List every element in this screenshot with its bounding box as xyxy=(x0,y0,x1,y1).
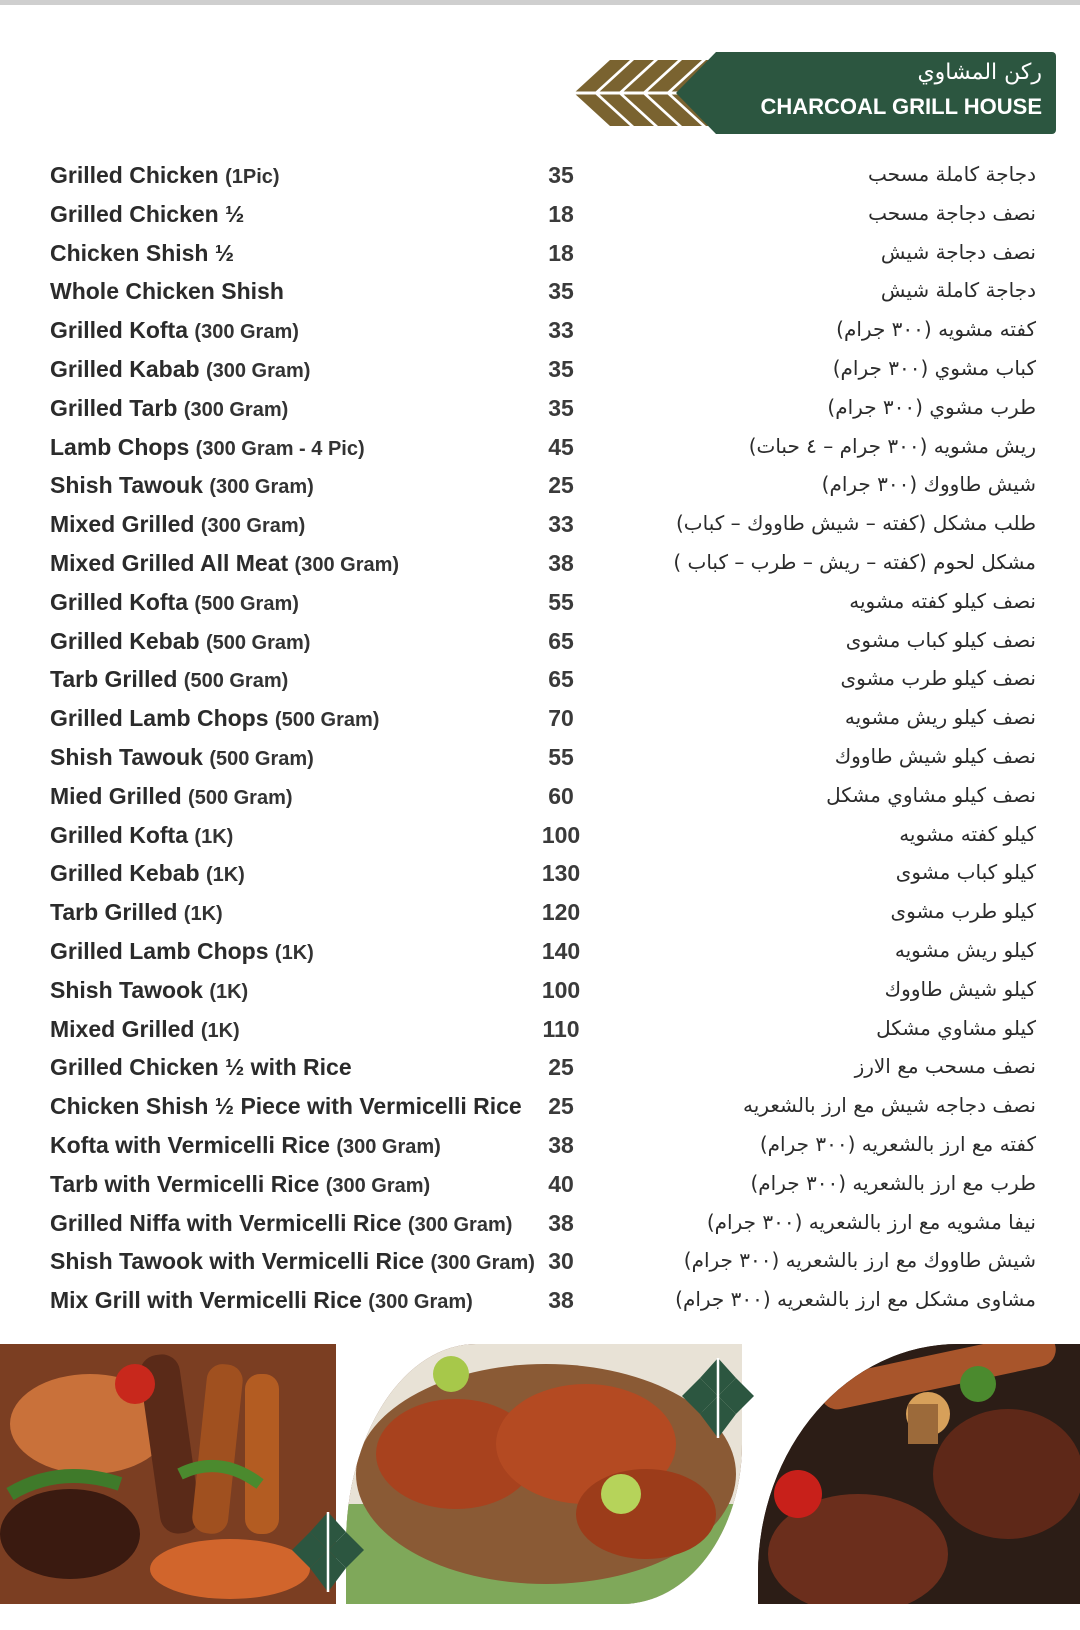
item-price: 18 xyxy=(548,239,574,266)
item-quantity: (300 Gram) xyxy=(200,515,306,538)
item-quantity: (300 Gram) xyxy=(209,476,314,499)
item-price: 110 xyxy=(542,1015,580,1042)
food-photo-steak-skewers xyxy=(758,1344,1080,1604)
item-name-ar: كباب مشوي (٣٠٠ جرام) xyxy=(832,355,1036,380)
item-name-en xyxy=(50,977,248,1004)
food-photo-mixed-grill xyxy=(0,1344,336,1604)
item-quantity: (500 Gram) xyxy=(209,747,314,770)
item-name-en xyxy=(50,783,293,810)
item-quantity: (300 Gram) xyxy=(407,1213,513,1236)
menu-item xyxy=(0,1283,1080,1322)
item-name-ar: دجاجة كاملة مسحب xyxy=(868,162,1036,186)
item-name-en xyxy=(50,434,365,461)
item-name-ar: طرب مشوي (٣٠٠ جرام) xyxy=(827,394,1036,419)
item-name: Grilled Chicken ½ with Rice xyxy=(50,1054,352,1081)
item-name-ar: كيلو كفته مشويه xyxy=(899,821,1036,846)
item-name: Grilled Kofta xyxy=(50,317,189,344)
item-price: 100 xyxy=(541,976,581,1003)
item-quantity: (1Pic) xyxy=(225,166,280,188)
item-name: Grilled Kofta xyxy=(50,821,189,848)
item-name: Whole Chicken Shish xyxy=(50,278,284,305)
item-quantity: (1K) xyxy=(209,980,249,1003)
item-name: Shish Tawouk xyxy=(50,472,203,499)
item-name-en xyxy=(50,899,223,926)
item-quantity: (500 Gram) xyxy=(274,709,380,732)
menu-item xyxy=(0,468,1080,507)
item-price: 35 xyxy=(548,355,574,382)
item-name-en xyxy=(50,1132,441,1159)
item-price: 25 xyxy=(548,472,574,499)
item-name-ar: ريش مشويه (٣٠٠ جرام – ٤ حبات) xyxy=(748,433,1036,458)
item-name-ar: طلب مشكل (كفته – شيش طاووك – كباب) xyxy=(675,511,1036,536)
item-name-ar: كيلو كباب مشوى xyxy=(895,860,1036,885)
item-name-ar: كيلو مشاوي مشكل xyxy=(876,1015,1036,1040)
item-price: 60 xyxy=(548,782,574,809)
item-name-en xyxy=(50,589,299,616)
item-name-ar: نصف كيلو مشاوي مشكل xyxy=(826,782,1036,807)
item-price: 45 xyxy=(548,433,574,460)
menu-item xyxy=(0,740,1080,779)
item-quantity: (1K) xyxy=(194,825,234,848)
item-name-en xyxy=(50,1016,240,1043)
menu-item xyxy=(0,236,1080,275)
item-name-en xyxy=(50,1093,522,1120)
item-price: 33 xyxy=(548,511,574,538)
item-quantity: (300 Gram) xyxy=(294,553,400,576)
item-name: Lamb Chops xyxy=(50,433,190,460)
header-title-en: CHARCOAL GRILL HOUSE xyxy=(760,94,1042,119)
menu-item xyxy=(0,313,1080,352)
item-name-ar: نصف كيلو كفته مشويه xyxy=(849,588,1036,613)
item-name: Shish Tawook xyxy=(50,976,203,1003)
item-name: Mixed Grilled xyxy=(50,1015,195,1042)
item-name: Shish Tawook with Vermicelli Rice xyxy=(50,1248,425,1275)
item-name-ar: نصف دجاجة شيش xyxy=(880,239,1036,264)
item-quantity: (300 Gram) xyxy=(336,1135,441,1158)
item-name-en xyxy=(50,240,234,267)
item-name: Shish Tawouk xyxy=(50,743,203,770)
item-quantity: (300 Gram) xyxy=(205,359,311,382)
item-name-en xyxy=(50,705,379,732)
menu-item xyxy=(0,352,1080,391)
item-name-ar: طرب مع ارز بالشعريه (٣٠٠ جرام) xyxy=(750,1170,1036,1195)
item-name-en xyxy=(50,395,288,422)
item-name-en xyxy=(50,822,233,849)
item-name: Grilled Lamb Chops xyxy=(50,937,269,964)
item-price: 35 xyxy=(548,394,574,421)
menu-item xyxy=(0,895,1080,934)
item-name-ar: نصف مسحب مع الارز xyxy=(854,1054,1036,1079)
item-name: Grilled Lamb Chops xyxy=(50,705,269,732)
item-name-ar: نصف كيلو ريش مشويه xyxy=(844,705,1036,730)
item-name-en xyxy=(50,1287,473,1314)
item-name-ar: مشكل لحوم (كفته – ريش – طرب – كباب ) xyxy=(673,549,1036,574)
menu-item xyxy=(0,624,1080,663)
item-price: 18 xyxy=(548,200,574,227)
section-header xyxy=(568,52,1080,134)
item-name-ar: شيش طاووك (٣٠٠ جرام) xyxy=(821,472,1036,497)
menu-item xyxy=(0,934,1080,973)
item-name-ar: كيلو شيش طاووك xyxy=(884,976,1036,1001)
item-name-en xyxy=(50,201,244,228)
item-quantity: (300 Gram) xyxy=(368,1291,473,1314)
item-name: Mix Grill with Vermicelli Rice xyxy=(50,1287,362,1314)
menu-item xyxy=(0,1128,1080,1167)
item-price: 25 xyxy=(548,1093,574,1120)
item-name-en xyxy=(50,1248,535,1275)
item-price: 38 xyxy=(548,549,574,576)
menu-list xyxy=(0,158,1080,1322)
item-name-ar: نصف كيلو شيش طاووك xyxy=(834,743,1036,768)
item-name: Tarb Grilled xyxy=(50,666,178,693)
item-name: Mixed Grilled All Meat xyxy=(50,549,289,576)
menu-item xyxy=(0,158,1080,197)
menu-item xyxy=(0,430,1080,469)
item-name-ar: كيلو طرب مشوى xyxy=(890,899,1036,924)
item-name: Grilled Kebab xyxy=(50,860,200,887)
item-name-en xyxy=(50,666,288,693)
menu-item xyxy=(0,1089,1080,1128)
item-name-ar: نيفا مشويه مع ارز بالشعريه (٣٠٠ جرام) xyxy=(706,1209,1036,1234)
item-price: 65 xyxy=(548,627,574,654)
item-name: Grilled Chicken xyxy=(50,162,219,188)
item-name: Tarb Grilled xyxy=(50,899,178,926)
menu-item xyxy=(0,507,1080,546)
item-quantity: (500 Gram) xyxy=(188,786,293,809)
item-price: 70 xyxy=(548,705,574,732)
leaf-emblem-icon xyxy=(680,1356,756,1440)
item-price: 38 xyxy=(548,1287,574,1314)
item-name-ar: شيش طاووك مع ارز بالشعريه (٣٠٠ جرام) xyxy=(683,1248,1036,1273)
item-price: 38 xyxy=(548,1131,574,1158)
leaf-emblem-icon xyxy=(290,1510,366,1594)
menu-item xyxy=(0,818,1080,857)
item-quantity: (300 Gram) xyxy=(183,398,289,421)
item-name-ar: كفته مشويه (٣٠٠ جرام) xyxy=(836,317,1036,342)
item-price: 130 xyxy=(541,860,581,887)
item-name-en xyxy=(50,1210,512,1237)
item-quantity: (1K) xyxy=(200,1019,240,1042)
item-name: Grilled Tarb xyxy=(50,394,178,421)
item-name-en xyxy=(50,162,280,189)
item-name-en xyxy=(50,1171,430,1198)
menu-item xyxy=(0,1167,1080,1206)
item-name: Tarb with Vermicelli Rice xyxy=(50,1170,320,1197)
item-quantity: (1K) xyxy=(205,864,245,887)
item-quantity: (500 Gram) xyxy=(205,631,311,654)
menu-item xyxy=(0,856,1080,895)
item-name: Chicken Shish ½ xyxy=(50,239,235,266)
item-name: Kofta with Vermicelli Rice xyxy=(50,1131,330,1158)
item-name-en xyxy=(50,550,399,577)
menu-item xyxy=(0,779,1080,818)
item-quantity: (1K) xyxy=(274,941,314,964)
top-rule xyxy=(0,0,1080,5)
item-name: Grilled Kebab xyxy=(50,627,200,654)
item-name-ar: نصف دجاجه شيش مع ارز بالشعريه xyxy=(743,1093,1036,1118)
item-price: 55 xyxy=(548,743,574,770)
item-name-en xyxy=(50,628,310,655)
item-price: 38 xyxy=(548,1209,574,1236)
menu-item xyxy=(0,1244,1080,1283)
item-quantity: (500 Gram) xyxy=(194,592,299,615)
item-quantity: (300 Gram) xyxy=(194,321,299,344)
item-name-en xyxy=(50,472,314,499)
item-name-ar: دجاجة كاملة شيش xyxy=(880,278,1036,303)
item-name-ar: كفته مع ارز بالشعريه (٣٠٠ جرام) xyxy=(759,1131,1036,1156)
menu-item xyxy=(0,391,1080,430)
item-name-en xyxy=(50,1054,352,1081)
item-name-en xyxy=(50,356,310,383)
item-name-en xyxy=(50,744,314,771)
header-title-ar: ركن المشاوي xyxy=(917,60,1042,85)
item-quantity: (300 Gram) xyxy=(430,1252,535,1275)
item-name: Chicken Shish ½ Piece with Vermicelli Rice xyxy=(50,1093,522,1120)
item-quantity: (300 Gram) xyxy=(325,1174,431,1197)
menu-item xyxy=(0,1012,1080,1051)
item-name-en xyxy=(50,860,245,887)
item-name-ar: نصف كيلو كباب مشوى xyxy=(845,627,1036,652)
menu-item xyxy=(0,546,1080,585)
menu-item xyxy=(0,585,1080,624)
item-name-en xyxy=(50,317,299,344)
item-name: Mied Grilled xyxy=(50,782,182,809)
menu-item xyxy=(0,701,1080,740)
item-price: 40 xyxy=(548,1170,574,1197)
item-name-ar: نصف كيلو طرب مشوى xyxy=(840,666,1036,691)
item-price: 35 xyxy=(548,162,574,188)
menu-item xyxy=(0,1206,1080,1245)
item-price: 65 xyxy=(548,666,574,693)
menu-item xyxy=(0,973,1080,1012)
item-name: Grilled Kofta xyxy=(50,588,189,615)
item-price: 30 xyxy=(548,1248,574,1275)
item-name: Grilled Niffa with Vermicelli Rice xyxy=(50,1209,402,1236)
item-name: Grilled Kabab xyxy=(50,355,200,382)
item-name-ar: كيلو ريش مشويه xyxy=(894,937,1036,962)
menu-item xyxy=(0,1050,1080,1089)
item-price: 25 xyxy=(548,1054,574,1081)
header-banner xyxy=(716,52,1056,134)
item-price: 100 xyxy=(541,821,581,848)
menu-item xyxy=(0,274,1080,313)
item-price: 35 xyxy=(548,278,574,305)
item-price: 140 xyxy=(541,937,581,964)
item-name-en xyxy=(50,278,284,305)
menu-item xyxy=(0,662,1080,701)
item-quantity: (500 Gram) xyxy=(183,670,289,693)
item-name-en xyxy=(50,511,305,538)
item-quantity: (1K) xyxy=(183,903,223,926)
item-name: Grilled Chicken ½ xyxy=(50,200,245,227)
menu-item xyxy=(0,197,1080,236)
item-name: Mixed Grilled xyxy=(50,511,195,538)
item-price: 33 xyxy=(548,317,574,344)
item-quantity: (300 Gram - 4 Pic) xyxy=(195,437,365,460)
item-price: 120 xyxy=(541,899,581,926)
food-photo-strip xyxy=(0,1344,1080,1630)
item-name-en xyxy=(50,938,314,965)
item-name-ar: مشاوى مشكل مع ارز بالشعريه (٣٠٠ جرام) xyxy=(675,1287,1036,1312)
item-name-ar: نصف دجاجة مسحب xyxy=(868,200,1036,225)
item-price: 55 xyxy=(548,588,574,615)
